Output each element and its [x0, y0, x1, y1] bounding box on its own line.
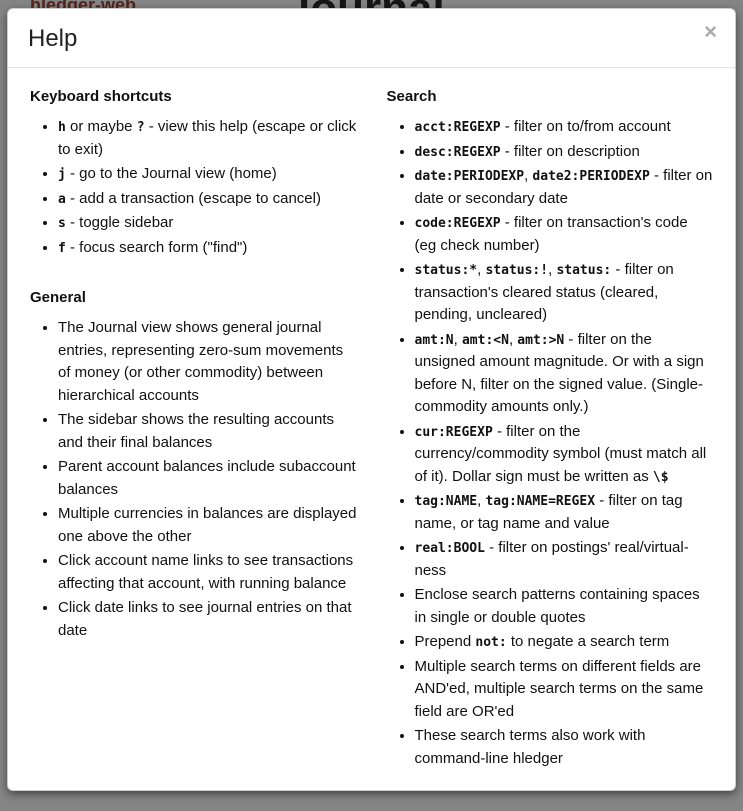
list-item: • Enclose search patterns containing spaces in single or double quotes [415, 584, 714, 629]
code-term: amt:>N [517, 332, 565, 348]
code-term: status:! [485, 263, 549, 279]
close-icon[interactable]: × [700, 19, 721, 45]
code-term: ? [136, 120, 145, 136]
code-term: h [58, 120, 66, 136]
code-term: amt:N [414, 332, 454, 348]
help-list [30, 116, 357, 259]
code-term: desc:REGEXP [414, 144, 501, 160]
code-term: code:REGEXP [414, 216, 501, 232]
list-item: • a - add a transaction (escape to cancel) [58, 188, 357, 211]
list-item: • j - go to the Journal view (home) [58, 163, 357, 186]
section-heading: Keyboard shortcuts [30, 88, 172, 106]
list-item: • date:PERIODEXP, date2:PERIODEXP - filter on date or secondary date [415, 165, 714, 210]
list-item: • f - focus search form ("find") [58, 237, 357, 260]
list-item: • s - toggle sidebar [58, 212, 357, 235]
list-item: • Parent account balances include subaccount balances [58, 456, 357, 501]
code-term: real:BOOL [414, 541, 485, 557]
list-item: • These search terms also work with command-line hledger [415, 725, 714, 770]
help-modal [7, 8, 736, 791]
list-item: • tag:NAME, tag:NAME=REGEX - filter on tag name, or tag name and value [415, 490, 714, 535]
code-term: amt:<N [461, 332, 509, 348]
list-item: • cur:REGEXP - filter on the currency/commodity symbol (must match all of it). Dollar sign must be written as \$ [415, 421, 714, 489]
code-term: date:PERIODEXP [414, 169, 525, 185]
code-term: tag:NAME=REGEX [485, 494, 596, 510]
help-list [30, 317, 357, 642]
list-item: • Multiple search terms on different fields are AND'ed, multiple search terms on the same field are OR'ed [415, 656, 714, 724]
list-item: • Click date links to see journal entries on that date [58, 597, 357, 642]
modal-title: Help [28, 25, 78, 52]
list-item: • status:*, status:!, status: - filter on transaction's cleared status (cleared, pending, uncleared) [415, 259, 714, 327]
list-item: • The sidebar shows the resulting accounts and their final balances [58, 409, 357, 454]
help-list [387, 116, 714, 770]
list-item: • desc:REGEXP - filter on description [415, 141, 714, 164]
help-left-column [30, 88, 357, 772]
list-item: • real:BOOL - filter on postings' real/virtual-ness [415, 537, 714, 582]
code-term: date2:PERIODEXP [532, 169, 650, 185]
modal-body [8, 68, 735, 791]
list-item: • Prepend not: to negate a search term [415, 631, 714, 654]
list-item: • Click account name links to see transactions affecting that account, with running balance [58, 550, 357, 595]
code-term: f [58, 240, 66, 256]
list-item: • code:REGEXP - filter on transaction's code (eg check number) [415, 212, 714, 257]
section-heading: General [30, 289, 86, 307]
list-item: • Multiple currencies in balances are displayed one above the other [58, 503, 357, 548]
list-item: • acct:REGEXP - filter on to/from account [415, 116, 714, 139]
code-term: acct:REGEXP [414, 120, 501, 136]
code-term: a [58, 191, 66, 207]
code-term: cur:REGEXP [414, 424, 493, 440]
code-term: status: [556, 263, 612, 279]
code-term: status:* [414, 263, 478, 279]
code-term: \$ [652, 469, 669, 485]
list-item: • h or maybe ? - view this help (escape or click to exit) [58, 116, 357, 161]
code-term: s [58, 216, 66, 232]
code-term: tag:NAME [414, 494, 478, 510]
code-term: not: [475, 635, 507, 651]
section-heading: Search [386, 88, 437, 106]
help-right-column [387, 88, 714, 772]
modal-header [8, 9, 735, 68]
code-term: j [58, 167, 66, 183]
list-item: • amt:N, amt:<N, amt:>N - filter on the unsigned amount magnitude. Or with a sign before N, filter on the signed value. (Single-commodity amounts only.) [415, 329, 714, 419]
list-item: • The Journal view shows general journal entries, representing zero-sum movements of money (or other commodity) between hierarchical accounts [58, 317, 357, 407]
